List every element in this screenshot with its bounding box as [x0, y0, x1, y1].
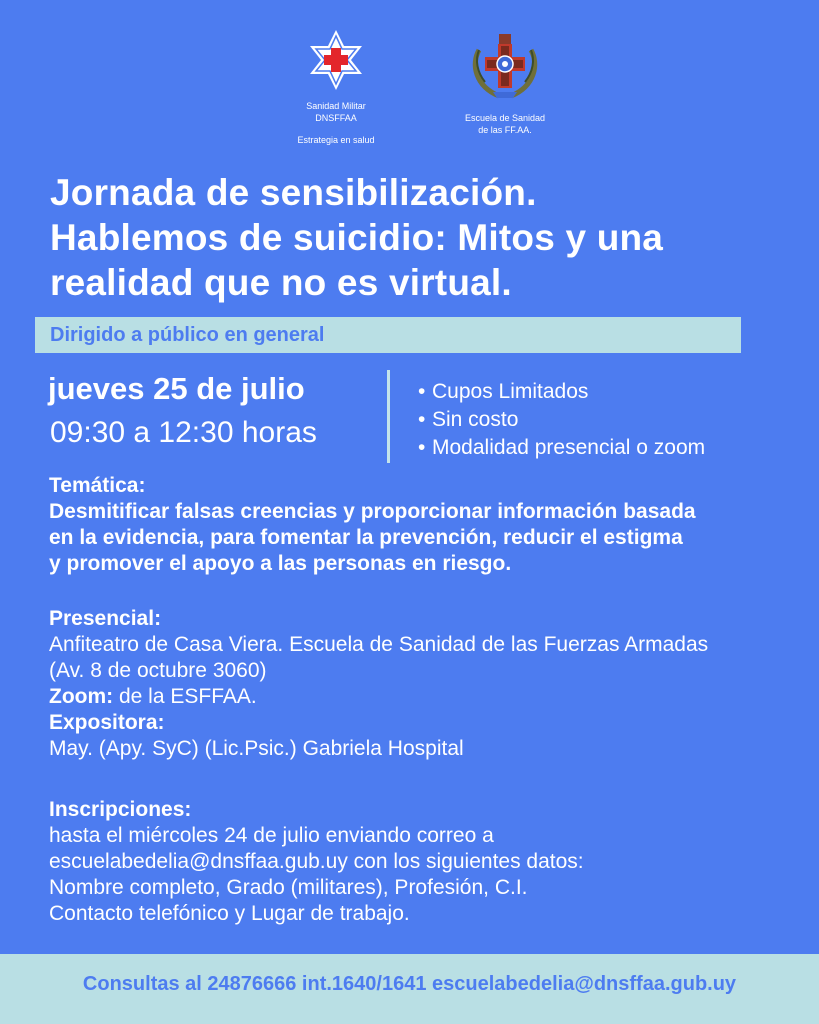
zoom-text: de la ESFFAA. [113, 685, 257, 708]
features-list [418, 378, 705, 462]
logo-caption-line1: Sanidad Militar [306, 101, 366, 111]
star-red-cross-icon [304, 28, 368, 92]
logo-caption-line2: de las FF.AA. [478, 125, 532, 135]
contact-footer: Consultas al 24876666 int.1640/1641 escuelabedelia@dnsffaa.gub.uy [0, 954, 819, 1024]
logo-tagline: Estrategia en salud [297, 135, 375, 145]
zoom-line [49, 684, 708, 710]
inscripciones-line: Nombre completo, Grado (militares), Profesión, C.I. [49, 876, 528, 899]
tematica-heading: Temática: [49, 474, 146, 497]
logo-caption-line2: DNSFFAA [315, 113, 357, 123]
bullet-icon: • [418, 380, 426, 403]
tematica-line: y promover el apoyo a las personas en riesgo. [49, 552, 512, 575]
feature-item: • Cupos Limitados [418, 378, 705, 406]
bullet-icon: • [418, 436, 426, 459]
feature-item: • Sin costo [418, 406, 705, 434]
expositora-heading: Expositora: [49, 711, 165, 734]
zoom-label: Zoom: [49, 685, 114, 708]
inscripciones-line: hasta el miércoles 24 de julio enviando correo a [49, 824, 494, 847]
title-line-2: Hablemos de suicidio: Mitos y una [50, 217, 664, 258]
title-line-3: realidad que no es virtual. [50, 262, 512, 303]
address-line: (Av. 8 de octubre 3060) [49, 659, 267, 682]
feature-item: • Modalidad presencial o zoom [418, 434, 705, 462]
event-date: jueves 25 de julio [48, 371, 305, 406]
title-line-1: Jornada de sensibilización. [50, 172, 537, 213]
school-crest-icon [465, 30, 545, 102]
inscripciones-section [49, 797, 584, 927]
inscripciones-heading: Inscripciones: [49, 798, 192, 821]
tematica-line: Desmitificar falsas creencias y proporcionar información basada [49, 500, 696, 523]
tematica-section [49, 473, 696, 577]
audience-banner: Dirigido a público en general [35, 317, 741, 353]
inscripciones-line: Contacto telefónico y Lugar de trabajo. [49, 902, 410, 925]
logo-caption-line1: Escuela de Sanidad [464, 113, 546, 123]
event-title [50, 170, 790, 305]
inscripciones-line: escuelabedelia@dnsffaa.gub.uy con los siguientes datos: [49, 850, 584, 873]
vertical-divider [387, 370, 390, 463]
presencial-section [49, 606, 708, 762]
event-time: 09:30 a 12:30 horas [50, 416, 317, 449]
escuela-sanidad-logo [445, 30, 565, 136]
venue-line: Anfiteatro de Casa Viera. Escuela de Sanidad de las Fuerzas Armadas [49, 633, 709, 656]
tematica-line: en la evidencia, para fomentar la prevención, reducir el estigma [49, 526, 683, 549]
bullet-icon: • [418, 408, 426, 431]
presencial-heading: Presencial: [49, 607, 162, 630]
expositora-name: May. (Apy. SyC) (Lic.Psic.) Gabriela Hospital [49, 737, 464, 760]
sanidad-militar-logo [270, 28, 402, 146]
